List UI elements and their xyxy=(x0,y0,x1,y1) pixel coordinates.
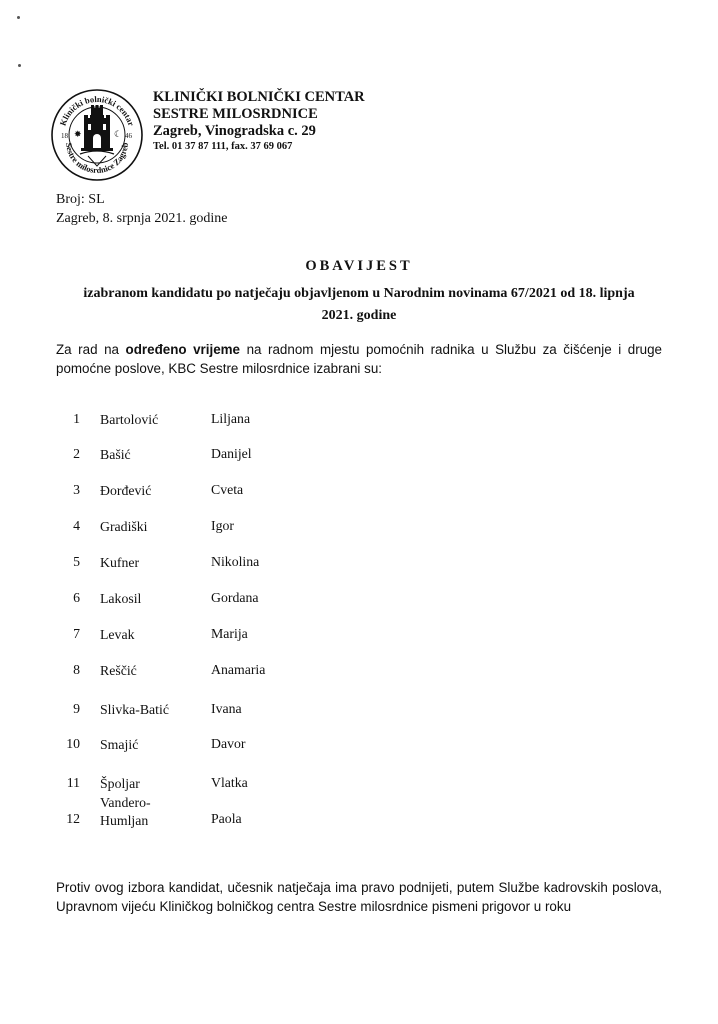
document-date: Zagreb, 8. srpnja 2021. godine xyxy=(56,211,228,226)
institution-line-2: SESTRE MILOSRDNICE xyxy=(153,106,318,122)
candidate-firstname: Ivana xyxy=(211,701,242,716)
crescent-icon: ☾ xyxy=(114,130,123,140)
candidate-surname: Smajić xyxy=(100,737,139,752)
candidate-surname: Vandero-Humljan xyxy=(100,795,151,828)
scan-speck xyxy=(18,64,21,67)
list-item xyxy=(0,701,718,721)
reference-number: Broj: SL xyxy=(56,192,105,207)
seal-text-bottom: Sestre milosrdnice Zagreb xyxy=(63,142,131,176)
closing-paragraph: Protiv ovog izbora kandidat, učesnik natječaja ima pravo podnijeti, putem Službe kadrovskih poslova, Upravnom vijeću Kliničkog bolničkog centra Sestre milosrdnice pismeni prigovor u roku xyxy=(56,880,662,914)
candidate-number: 8 xyxy=(73,662,80,677)
list-item xyxy=(0,662,718,682)
candidate-surname: Lakosil xyxy=(100,591,142,606)
candidate-surname: Špoljar xyxy=(100,776,140,791)
star-icon: ✸ xyxy=(74,130,82,140)
candidate-firstname: Anamaria xyxy=(211,662,266,677)
institution-contact: Tel. 01 37 87 111, fax. 37 69 067 xyxy=(153,141,293,152)
candidate-firstname: Davor xyxy=(211,736,246,751)
candidate-number: 7 xyxy=(73,626,80,641)
list-item xyxy=(0,626,718,646)
candidate-number: 1 xyxy=(73,411,80,426)
gate-icon xyxy=(93,134,101,148)
candidate-surname: Levak xyxy=(100,627,135,642)
candidate-number: 3 xyxy=(73,482,80,497)
institution-name xyxy=(153,89,365,123)
candidate-number: 9 xyxy=(73,701,80,716)
intro-text-rest: na radnom mjestu pomoćnih radnika u Službu za čišćenje i druge pomoćne poslove, KBC Sestre milosrdnice izabrani su: xyxy=(56,342,662,376)
list-item xyxy=(0,411,718,431)
seal-year-left: 18 xyxy=(61,132,68,140)
institution-line-1: KLINIČKI BOLNIČKI CENTAR xyxy=(153,89,365,105)
candidate-number: 11 xyxy=(66,775,80,790)
seal-text-top: Klinički bolnički centar xyxy=(57,93,137,128)
scan-speck xyxy=(17,16,20,19)
institution-address: Zagreb, Vinogradska c. 29 xyxy=(153,123,316,139)
candidate-surname: Bašić xyxy=(100,447,131,462)
candidate-firstname: Danijel xyxy=(211,446,252,461)
list-item xyxy=(0,795,718,831)
candidate-surname: Kufner xyxy=(100,555,140,570)
intro-emphasis: određeno vrijeme xyxy=(125,342,241,357)
candidate-surname: Reščić xyxy=(100,663,137,678)
candidate-surname: Bartolović xyxy=(100,412,159,427)
candidate-firstname: Igor xyxy=(211,518,234,533)
list-item xyxy=(0,482,718,502)
candidate-firstname: Liljana xyxy=(211,411,251,426)
document-title: OBAVIJEST xyxy=(305,258,413,274)
candidate-number: 12 xyxy=(66,811,80,826)
list-item xyxy=(0,590,718,610)
list-item xyxy=(0,775,718,795)
list-item xyxy=(0,554,718,574)
candidate-firstname: Paola xyxy=(211,811,242,826)
candidate-number: 2 xyxy=(73,446,80,461)
candidate-firstname: Vlatka xyxy=(211,775,248,790)
seal-year-right: 46 xyxy=(125,132,132,140)
list-item xyxy=(0,446,718,466)
candidate-surname: Gradiški xyxy=(100,519,148,534)
list-item xyxy=(0,736,718,756)
candidate-surname: Đorđević xyxy=(100,483,152,498)
candidate-number: 6 xyxy=(73,590,80,605)
candidate-firstname: Marija xyxy=(211,626,248,641)
candidate-firstname: Gordana xyxy=(211,590,259,605)
candidate-surname: Slivka-Batić xyxy=(100,702,169,717)
list-item xyxy=(0,518,718,538)
candidate-firstname: Nikolina xyxy=(211,554,260,569)
intro-paragraph xyxy=(56,340,662,378)
intro-text: Za rad na xyxy=(56,342,126,357)
candidate-number: 4 xyxy=(73,518,80,533)
candidate-number: 5 xyxy=(73,554,80,569)
candidate-firstname: Cveta xyxy=(211,482,244,497)
document-subtitle: izabranom kandidatu po natječaju objavljenom u Narodnim novinama 67/2021 od 18. lipnja 2021. godine xyxy=(83,286,635,323)
hospital-seal-logo xyxy=(50,88,144,182)
candidate-number: 10 xyxy=(66,736,80,751)
